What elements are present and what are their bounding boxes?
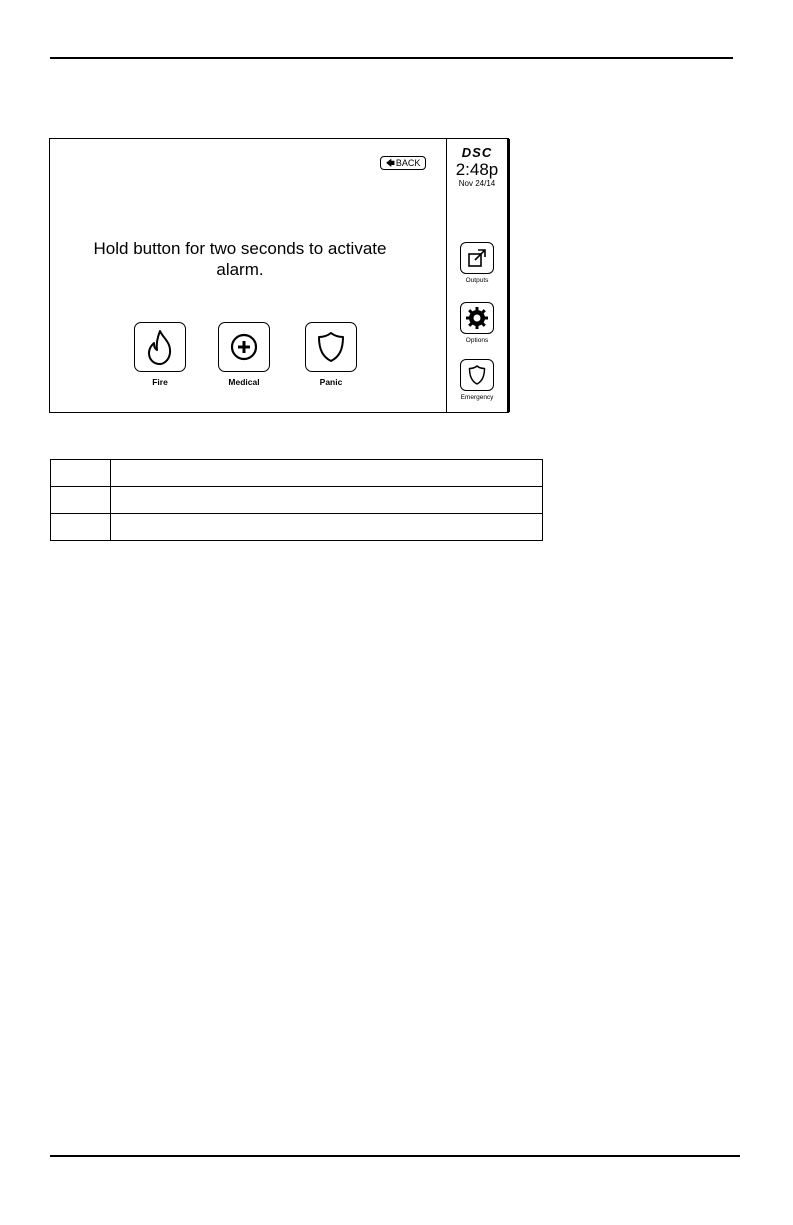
date: Nov 24/14 xyxy=(458,179,496,188)
outputs-label: Outputs xyxy=(465,277,489,284)
table-row xyxy=(51,487,543,514)
instruction-text: Hold button for two seconds to activate alarm. xyxy=(93,239,387,279)
table-row xyxy=(51,514,543,541)
footer-rule xyxy=(50,1155,740,1157)
flame-icon xyxy=(143,328,177,366)
brand-logo: DSC xyxy=(461,145,493,160)
medical-button[interactable] xyxy=(217,322,271,387)
output-arrow-icon xyxy=(466,247,488,269)
panic-button[interactable] xyxy=(304,322,358,387)
panic-label: Panic xyxy=(319,377,343,387)
left-arrow-icon: 🡄 xyxy=(385,158,395,168)
table-row xyxy=(51,460,543,487)
back-label: BACK xyxy=(395,158,421,168)
table-cell xyxy=(51,487,111,514)
shield-icon xyxy=(315,330,347,364)
main-pane xyxy=(50,139,446,412)
outputs-button[interactable] xyxy=(447,242,507,284)
keypad-screenshot xyxy=(49,138,509,413)
fire-button[interactable] xyxy=(133,322,187,387)
clock: 2:48p xyxy=(455,160,499,179)
table-cell xyxy=(51,460,111,487)
fire-label: Fire xyxy=(152,377,168,387)
reference-table xyxy=(50,459,543,541)
options-button[interactable] xyxy=(447,302,507,344)
table-cell xyxy=(111,514,543,541)
gear-icon xyxy=(465,306,489,330)
emergency-label: Emergency xyxy=(460,394,494,401)
table-cell xyxy=(111,460,543,487)
header-rule xyxy=(50,57,733,59)
emergency-button[interactable] xyxy=(447,359,507,401)
shield-icon xyxy=(466,364,488,386)
back-button[interactable] xyxy=(380,156,426,170)
options-label: Options xyxy=(465,337,489,344)
table-cell xyxy=(111,487,543,514)
table-cell xyxy=(51,514,111,541)
plus-circle-icon xyxy=(229,332,259,362)
sidebar xyxy=(446,139,507,412)
medical-label: Medical xyxy=(228,377,260,387)
